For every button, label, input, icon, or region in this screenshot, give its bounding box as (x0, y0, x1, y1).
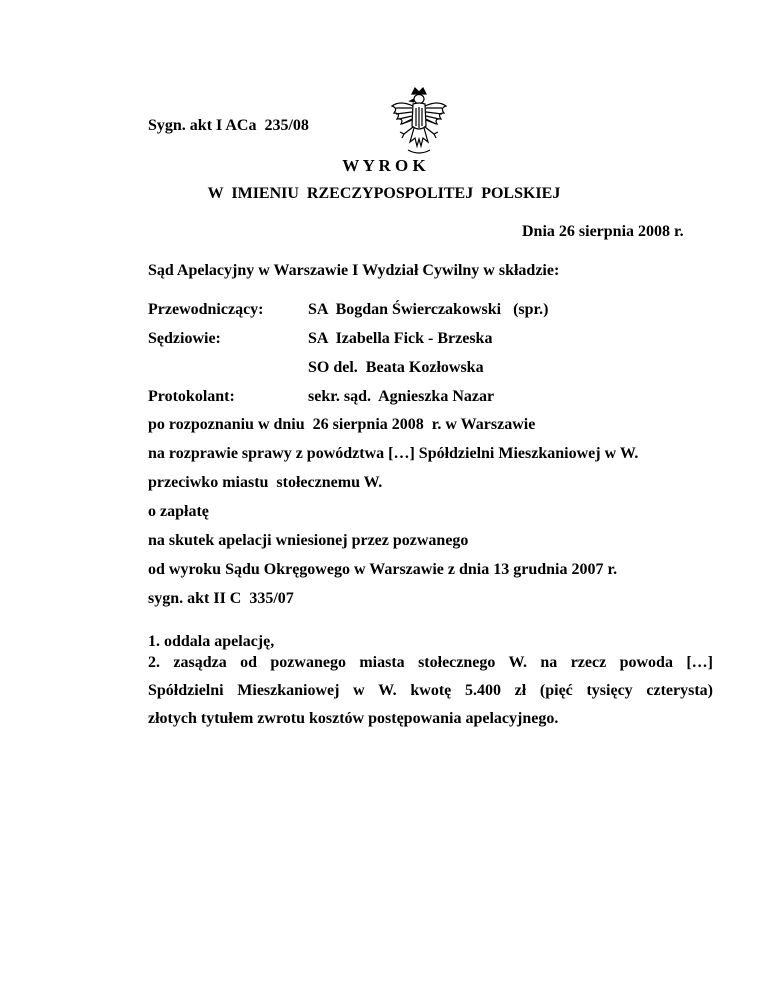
ruling-item-2-line-2: Spółdzielni Mieszkaniowej w W. kwotę 5.400 zł (pięć tysięcy czterysta) (148, 682, 713, 699)
body-line-7: sygn. akt II C 335/07 (148, 590, 294, 607)
court-composition-intro: Sąd Apelacyjny w Warszawie I Wydział Cywilny w składzie: (148, 262, 560, 279)
panel-name-clerk: sekr. sąd. Agnieszka Nazar (308, 388, 495, 405)
polish-eagle-emblem-icon (388, 86, 450, 158)
body-line-4: o zapłatę (148, 503, 209, 520)
ruling-item-2-line-3: złotych tytułem zwrotu kosztów postępowania apelacyjnego. (148, 710, 559, 727)
case-signature: Sygn. akt I ACa 235/08 (148, 117, 309, 134)
document-title: W Y R O K (342, 156, 426, 175)
document-subtitle: W IMIENIU RZECZYPOSPOLITEJ POLSKIEJ (207, 185, 561, 202)
panel-name-presiding: SA Bogdan Świerczakowski (spr.) (308, 301, 549, 318)
panel-role-clerk: Protokolant: (148, 388, 235, 405)
body-line-3: przeciwko miastu stołecznemu W. (148, 474, 383, 491)
panel-role-presiding: Przewodniczący: (148, 301, 264, 318)
panel-role-judges: Sędziowie: (148, 330, 221, 347)
ruling-item-2-line-1: 2. zasądza od pozwanego miasta stołecznego W. na rzecz powoda […] (148, 654, 713, 671)
body-line-5: na skutek apelacji wniesionej przez pozwanego (148, 532, 469, 549)
body-line-1: po rozpoznaniu w dniu 26 sierpnia 2008 r. w Warszawie (148, 416, 536, 433)
judgment-date: Dnia 26 sierpnia 2008 r. (522, 223, 684, 240)
ruling-item-1: 1. oddala apelację, (148, 633, 275, 650)
body-line-6: od wyroku Sądu Okręgowego w Warszawie z dnia 13 grudnia 2007 r. (148, 561, 618, 578)
body-line-2: na rozprawie sprawy z powództwa […] Spółdzielni Mieszkaniowej w W. (148, 445, 639, 462)
panel-name-judge-2: SO del. Beata Kozłowska (308, 359, 484, 376)
panel-name-judge-1: SA Izabella Fick - Brzeska (308, 330, 493, 347)
